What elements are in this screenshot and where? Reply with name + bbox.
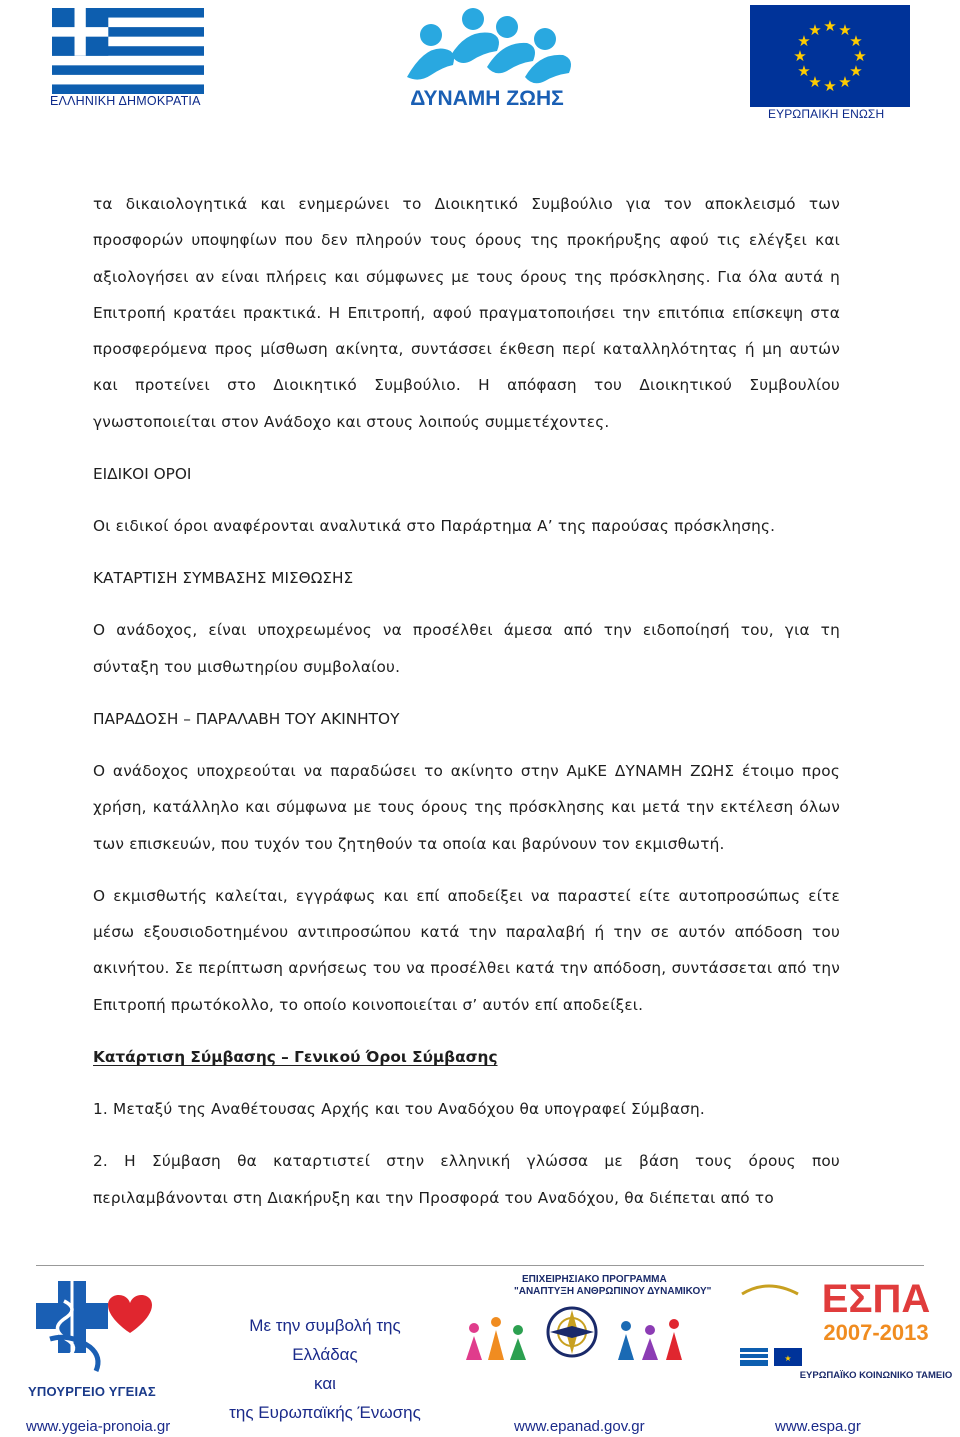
- epanad-title: ΕΠΙΧΕΙΡΗΣΙΑΚΟ ΠΡΟΓΡΑΜΜΑ: [522, 1274, 667, 1285]
- cofunding-statement: [210, 1311, 440, 1427]
- paragraph-committee: τα δικαιολογητικά και ενημερώνει το Διοικητικό Συμβούλιο για τον αποκλεισμό των προσφορών υποψηφίων που δεν πληρούν τους όρους της προκήρυξης αφού τις ελέγξει και αξιολογήσει αν είναι πλήρεις και σύμφωνες με τους όρους της πρόσκλησης. Για όλα αυτά η Επιτροπή κρατάει πρακτικά. Η Επιτροπή, αφού πραγματοποιήσει την επιτόπια επίσκεψη στα προσφερόμενα προς μίσθωση ακίνητα, συντάσσει έκθεση περί καταλληλότητας ή μη αυτών και προτείνει στο Διοικητικό Συμβούλιο. Η απόφαση του Διοικητικού Συμβουλίου γνωστοποιείται στον Ανάδοχο και στους λοιπούς συμμετέχοντες.: [93, 195, 840, 431]
- eu-star-icon: ★: [838, 21, 852, 39]
- ministry-of-health-logo-icon: [30, 1275, 180, 1395]
- logo-wordmark: ΔΥΝΑΜΗ ΖΩΗΣ: [410, 87, 564, 110]
- list-item-2: 2. Η Σύμβαση θα καταρτιστεί στην ελληνική γλώσσα με βάση τους όρους που περιλαμβάνονται στη Διακήρυξη και την Προσφορά του Αναδόχου, θα διέπεται από το: [93, 1152, 840, 1207]
- greek-republic-caption: ΕΛΛΗΝΙΚΗ ΔΗΜΟΚΡΑΤΙΑ: [50, 94, 201, 108]
- paragraph-handover-obligation: Ο ανάδοχος υποχρεούται να παραδώσει το ακίνητο στην ΑμΚΕ ΔΥΝΑΜΗ ΖΩΗΣ έτοιμο προς χρήση, κατάλληλο και σύμφωνα με τους όρους της πρόσκλησης και μετά την εκτέλεση όλων των επισκευών, που τυχόν του ζητηθούν τα οποία και βαρύνουν τον εκμισθωτή.: [93, 761, 840, 853]
- eu-star-icon: ★: [808, 73, 822, 91]
- epanad-link[interactable]: www.epanad.gov.gr: [514, 1418, 645, 1435]
- eu-star-icon: ★: [853, 47, 867, 65]
- ygeia-pronoia-link[interactable]: www.ygeia-pronoia.gr: [26, 1418, 171, 1435]
- eu-star-icon: ★: [793, 47, 807, 65]
- paragraph-lessor-invitation: Ο εκμισθωτής καλείται, εγγράφως και επί αποδείξει να παραστεί είτε αυτοπροσώπως είτε μέσω εξουσιοδοτημένου αντιπροσώπου κατά την παραλαβή ή την σε αυτόν απόδοση του ακινήτου. Σε περίπτωση αρνήσεως του να προσέλθει κατά την απόδοση, συντάσσεται από την Επιτροπή πρωτόκολλο, το οποίο κοινοποιείται σ’ αυτόν επί αποδείξει.: [93, 886, 840, 1014]
- heading-lease-contract: ΚΑΤΑΡΤΙΣΗ ΣΥΜΒΑΣΗΣ ΜΙΣΘΩΣΗΣ: [93, 569, 354, 588]
- espa-logo-icon: [728, 1272, 953, 1382]
- page-header: [0, 0, 960, 125]
- epanad-program-logo-icon: [452, 1270, 712, 1362]
- eu-star-icon: ★: [849, 62, 863, 80]
- cofunding-line-2: Ελλάδας: [292, 1345, 358, 1364]
- eu-star-icon: ★: [808, 21, 822, 39]
- ministry-caption: ΥΠΟΥΡΓΕΙΟ ΥΓΕΙΑΣ: [28, 1384, 156, 1399]
- eu-star-icon: ★: [823, 77, 837, 95]
- eu-star-icon: ★: [849, 32, 863, 50]
- heading-contract-general-terms: Κατάρτιση Σύμβασης – Γενικού Όροι Σύμβασης: [93, 1048, 498, 1067]
- espa-title: ΕΣΠΑ: [821, 1277, 931, 1321]
- greek-flag-icon: [52, 8, 204, 94]
- heading-property-handover: ΠΑΡΑΔΟΣΗ – ΠΑΡΑΛΑΒΗ ΤΟΥ ΑΚΙΝΗΤΟΥ: [93, 709, 400, 728]
- epanad-subtitle: "ΑΝΑΠΤΥΞΗ ΑΝΘΡΩΠΙΝΟΥ ΔΥΝΑΜΙΚΟΥ": [514, 1286, 712, 1297]
- eu-flag-icon: [750, 5, 910, 107]
- document-body: [93, 186, 840, 1216]
- cofunding-line-1: Με την συμβολή της: [249, 1316, 401, 1335]
- eu-caption: ΕΥΡΩΠΑΙΚΗ ΕΝΩΣΗ: [768, 107, 885, 121]
- espa-years: 2007-2013: [823, 1320, 929, 1345]
- eu-star-icon: ★: [797, 32, 811, 50]
- paragraph-special-terms: Οι ειδικοί όροι αναφέρονται αναλυτικά στο Παράρτημα Α’ της παρούσας πρόσκλησης.: [93, 517, 776, 536]
- footer-divider: [36, 1265, 924, 1266]
- espa-fund-caption: ΕΥΡΩΠΑΪΚΟ ΚΟΙΝΩΝΙΚΟ ΤΑΜΕΙΟ: [799, 1370, 953, 1381]
- dynami-zois-logo-icon: [395, 5, 580, 111]
- cofunding-line-3: και: [314, 1374, 336, 1393]
- espa-link[interactable]: www.espa.gr: [775, 1418, 861, 1435]
- heading-special-terms: ΕΙΔΙΚΟΙ ΟΡΟΙ: [93, 465, 192, 484]
- list-item-1: 1. Μεταξύ της Αναθέτουσας Αρχής και του Αναδόχου θα υπογραφεί Σύμβαση.: [93, 1100, 705, 1119]
- eu-star-icon: ★: [823, 17, 837, 35]
- eu-star-icon: ★: [797, 62, 811, 80]
- paragraph-lease-contract: Ο ανάδοχος, είναι υποχρεωμένος να προσέλθει άμεσα από την ειδοποίησή του, για τη σύνταξη του μισθωτηρίου συμβολαίου.: [93, 621, 840, 676]
- svg-text:★: ★: [784, 1354, 792, 1363]
- eu-star-icon: ★: [838, 73, 852, 91]
- cofunding-line-4: της Ευρωπαϊκής Ένωσης: [229, 1403, 421, 1422]
